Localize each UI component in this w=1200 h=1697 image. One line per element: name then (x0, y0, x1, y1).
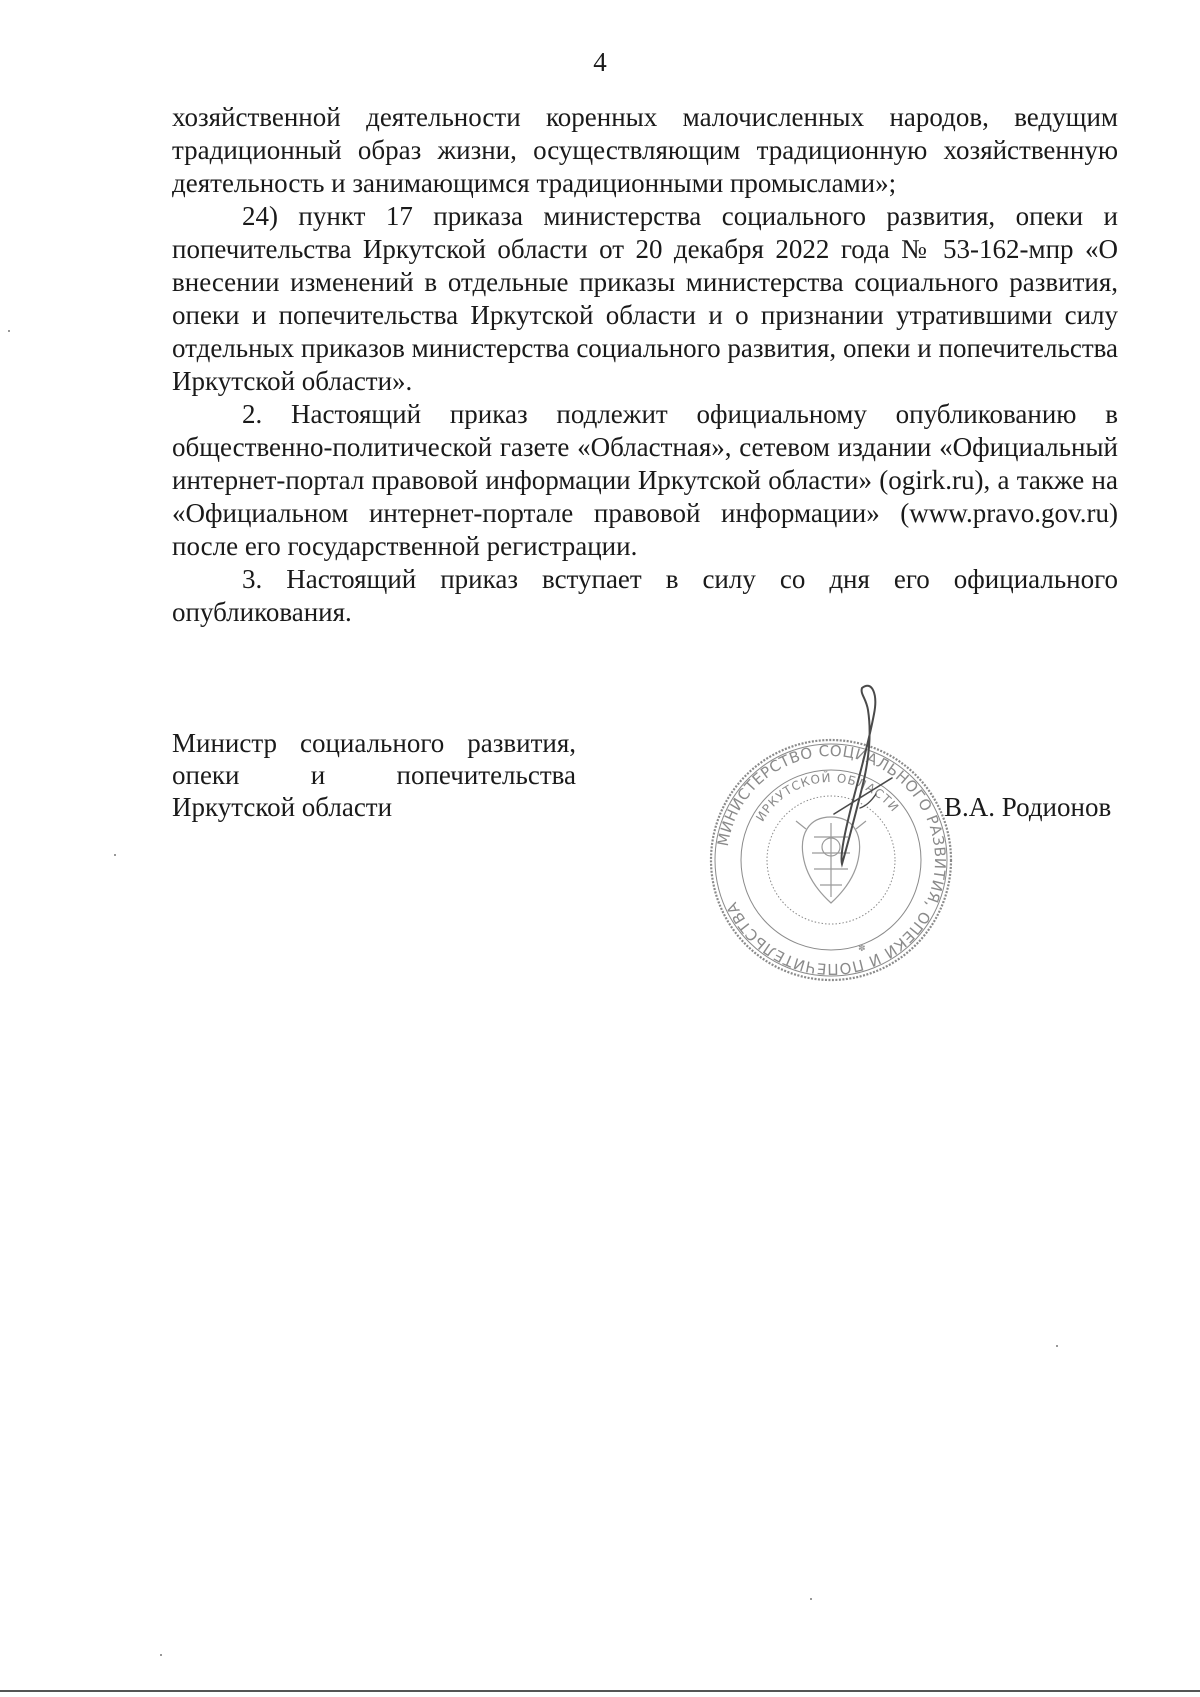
document-body (172, 101, 1118, 629)
scan-speck (1056, 1345, 1058, 1347)
position-line-3: Иркутской области (172, 792, 393, 822)
position-line-1: Министр социального развития, (172, 728, 576, 758)
scan-bottom-edge (0, 1690, 1200, 1692)
svg-text:✽: ✽ (858, 944, 866, 954)
scan-speck (8, 330, 10, 332)
seal-outer-text: МИНИСТЕРСТВО СОЦИАЛЬНОГО РАЗВИТИЯ, ОПЕКИ И ПОПЕЧИТЕЛЬСТВА (713, 741, 950, 979)
paragraph-item-3: 3. Настоящий приказ вступает в силу со дня его официального опубликования. (172, 564, 1118, 627)
scan-speck (114, 854, 116, 856)
position-line-2: опеки и попечительства (172, 760, 576, 790)
handwritten-signature (800, 680, 910, 880)
paragraph-item-2: 2. Настоящий приказ подлежит официальному опубликованию в общественно-политической газете «Областная», сетевом издании «Официальный интернет-портал правовой информации Иркутской области» (ogirk.ru), а также на «Официальном интернет-портале правовой информации» (www.pravo.gov.ru) после его государственной регистрации. (172, 399, 1118, 561)
seal-inner-text: ИРКУТСКОЙ ОБЛАСТИ (753, 770, 902, 824)
paragraph-continuation: хозяйственной деятельности коренных малочисленных народов, ведущим традиционный образ жизни, осуществляющим традиционную хозяйственную деятельность и занимающимся традиционными промыслами»; (172, 102, 1118, 198)
scan-speck (810, 1598, 812, 1600)
scan-speck (160, 1654, 162, 1656)
signatory-name: В.А. Родионов (944, 792, 1112, 822)
paragraph-item-24: 24) пункт 17 приказа министерства социального развития, опеки и попечительства Иркутской области от 20 декабря 2022 года № 53-162-мпр «О внесении изменений в отдельные приказы министерства социального развития, опеки и попечительства Иркутской области и о признании утратившими силу отдельных приказов министерства социального развития, опеки и попечительства Иркутской области». (172, 201, 1118, 396)
page-number: 4 (593, 47, 607, 77)
signatory-position (172, 727, 576, 823)
